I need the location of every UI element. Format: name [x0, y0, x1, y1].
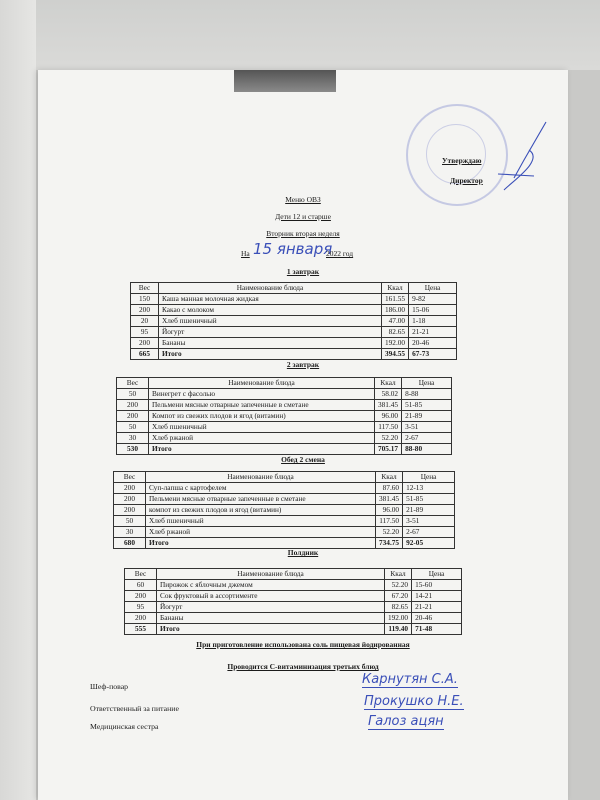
table-row: 200 Суп-лапша с картофелем 87.60 12-13 — [114, 483, 455, 494]
table-row: 50 Хлеб пшеничный 117.50 3-51 — [117, 422, 452, 433]
table-row: 200 Компот из свежих плодов и ягод (витамин) 96.00 21-89 — [117, 411, 452, 422]
signature-nutrition: Прокушко Н.Е. — [364, 694, 464, 709]
menu-sheet — [38, 70, 568, 800]
director-label: Директор — [450, 176, 483, 185]
total-row: 665 Итого 394.55 67-73 — [131, 349, 457, 360]
snack-table — [124, 568, 462, 635]
salt-note: При приготовление использована соль пищевая йодированная — [196, 640, 410, 649]
background-top — [0, 0, 600, 70]
director-signature — [484, 120, 554, 200]
table-row: 200 Бананы 192.00 20-46 — [125, 613, 462, 624]
table-header: Вес Наименование блюда Ккал Цена — [131, 283, 457, 294]
total-row: 530 Итого 705.17 88-80 — [117, 444, 452, 455]
table-row: 30 Хлеб ржаной 52.20 2-67 — [114, 527, 455, 538]
table-row: 150 Каша манная молочная жидкая 161.55 9-82 — [131, 294, 457, 305]
table-row: 95 Йогурт 82.65 21-21 — [125, 602, 462, 613]
role-nutrition: Ответственный за питание — [90, 704, 179, 713]
table-row: 200 Сок фруктовый в ассортименте 67.20 14-21 — [125, 591, 462, 602]
age-group: Дети 12 и старше — [275, 212, 331, 221]
total-row: 555 Итого 119.40 71-48 — [125, 624, 462, 635]
menu-title: Меню ОВЗ — [285, 195, 321, 204]
table-row: 200 компот из свежих плодов и ягод (витамин) 96.00 21-89 — [114, 505, 455, 516]
table-row: 50 Хлеб пшеничный 117.50 3-51 — [114, 516, 455, 527]
table-row: 30 Хлеб ржаной 52.20 2-67 — [117, 433, 452, 444]
vitamin-note: Проводится С-витаминизация третьих блюд — [227, 662, 379, 671]
role-chef: Шеф-повар — [90, 682, 129, 691]
table-row: 200 Какао с молоком 186.00 15-06 — [131, 305, 457, 316]
section-breakfast1: 1 завтрак — [286, 267, 320, 276]
day-label: Вторник вторая неделя — [266, 229, 340, 238]
table-row: 200 Пельмени мясные отварные запеченные в сметане 381.45 51-85 — [114, 494, 455, 505]
breakfast2-table — [116, 377, 452, 455]
date-suffix: 2022 год — [326, 249, 354, 258]
section-snack: Полдник — [287, 548, 319, 557]
section-breakfast2: 2 завтрак — [286, 360, 320, 369]
table-row: 95 Йогурт 82.65 21-21 — [131, 327, 457, 338]
lunch-table — [113, 471, 455, 549]
section-lunch: Обед 2 смена — [281, 455, 325, 464]
approve-label: Утверждаю — [442, 156, 482, 165]
table-row: 60 Пирожок с яблочным джемом 52.20 15-60 — [125, 580, 462, 591]
background-left — [0, 0, 36, 800]
signature-chef: Карнутян С.А. — [362, 672, 458, 687]
date-prefix: На — [241, 249, 250, 258]
role-nurse: Медицинская сестра — [90, 722, 159, 731]
table-header: Вес Наименование блюда Ккал Цена — [125, 569, 462, 580]
total-row: 680 Итого 734.75 92-05 — [114, 538, 455, 549]
breakfast1-table — [130, 282, 457, 360]
table-row: 20 Хлеб пшеничный 47.00 1-18 — [131, 316, 457, 327]
table-header: Вес Наименование блюда Ккал Цена — [117, 378, 452, 389]
table-header: Вес Наименование блюда Ккал Цена — [114, 472, 455, 483]
table-row: 50 Винегрет с фасолью 58.02 8-88 — [117, 389, 452, 400]
signature-nurse: Галоз ацян — [368, 714, 444, 729]
binder-clip — [234, 70, 336, 92]
date-handwritten: 15 января — [253, 240, 333, 258]
table-row: 200 Бананы 192.00 20-46 — [131, 338, 457, 349]
table-row: 200 Пельмени мясные отварные запеченные в сметане 381.45 51-85 — [117, 400, 452, 411]
